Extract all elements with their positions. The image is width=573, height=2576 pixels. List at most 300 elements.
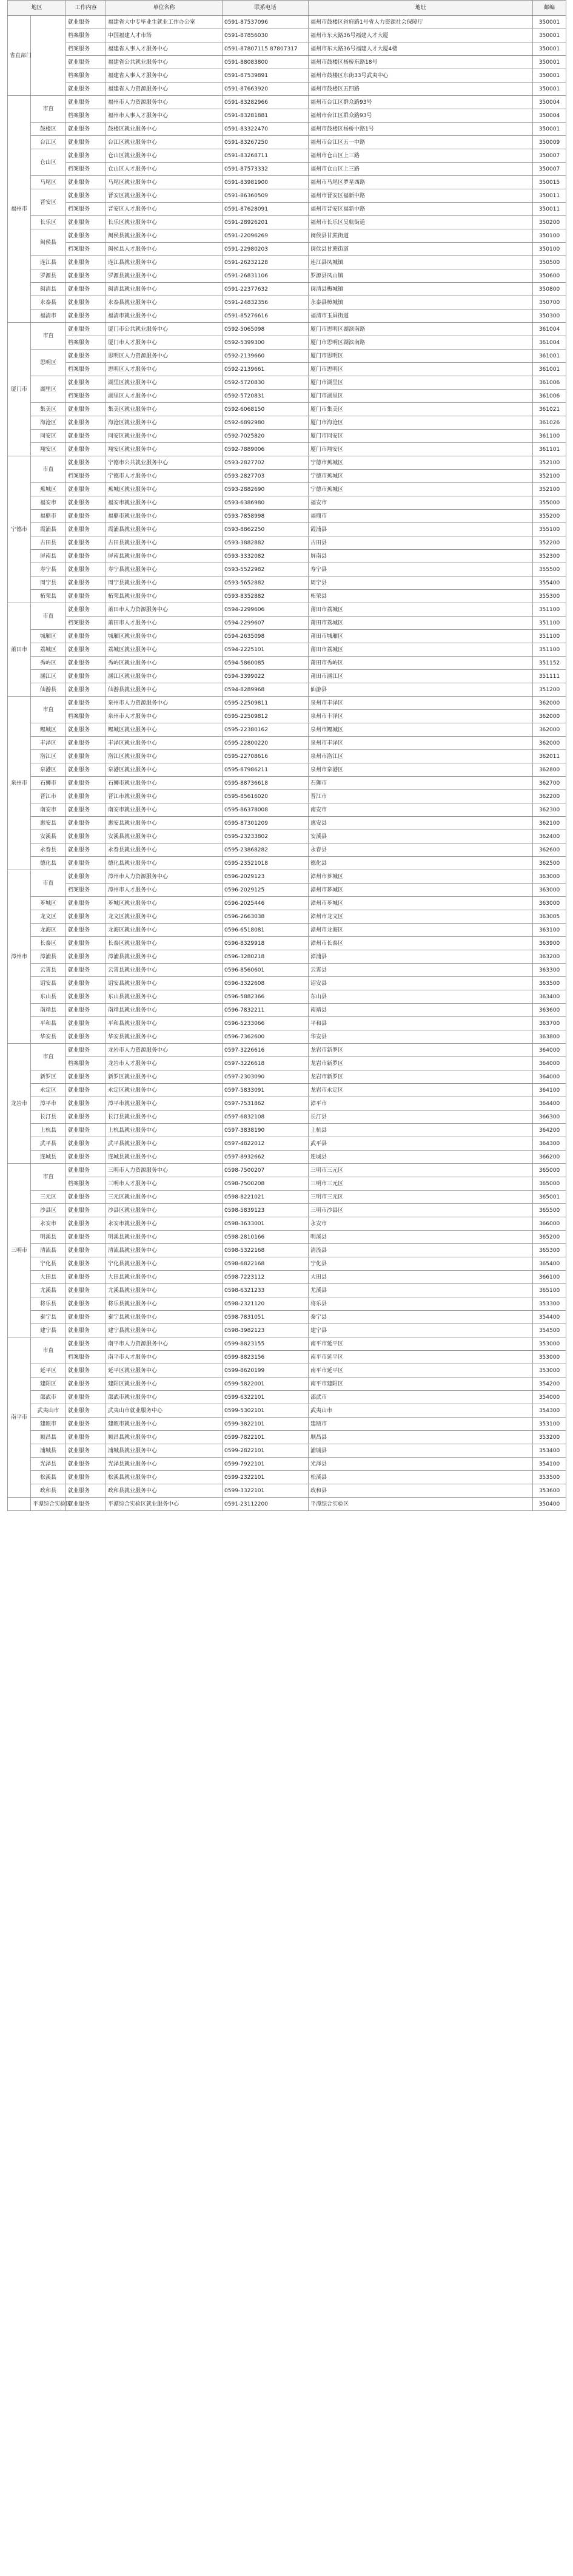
unit-name-cell: 诏安县就业服务中心 <box>106 977 223 990</box>
postcode-cell: 350500 <box>533 256 566 269</box>
work-content-cell: 就业服务 <box>66 483 106 496</box>
table-row <box>8 990 566 1004</box>
postcode-cell: 363700 <box>533 1017 566 1030</box>
area-cell: 宁化县 <box>31 1257 66 1271</box>
postcode-cell: 362600 <box>533 843 566 857</box>
postcode-cell: 355500 <box>533 563 566 576</box>
unit-name-cell: 龙岩市人力资源服务中心 <box>106 1044 223 1057</box>
address-cell: 霞浦县 <box>309 523 533 536</box>
area-cell: 福清市 <box>31 309 66 323</box>
postcode-cell: 350009 <box>533 136 566 149</box>
table-row <box>8 1391 566 1404</box>
header-postcode: 邮编 <box>533 1 566 16</box>
phone-cell: 0591-87856030 <box>223 29 309 42</box>
table-row <box>8 897 566 910</box>
area-cell: 城厢区 <box>31 630 66 643</box>
area-cell: 云霄县 <box>31 964 66 977</box>
work-content-cell: 就业服务 <box>66 1244 106 1257</box>
table-row <box>8 1004 566 1017</box>
table-row <box>8 1284 566 1297</box>
area-cell: 建宁县 <box>31 1324 66 1337</box>
work-content-cell: 就业服务 <box>66 563 106 576</box>
address-cell: 莆田市涵江区 <box>309 670 533 683</box>
phone-cell: 0591-85276616 <box>223 309 309 323</box>
work-content-cell: 就业服务 <box>66 910 106 924</box>
area-cell: 集美区 <box>31 403 66 416</box>
work-content-cell: 就业服务 <box>66 1231 106 1244</box>
unit-name-cell: 闽侯县人才服务中心 <box>106 243 223 256</box>
work-content-cell: 就业服务 <box>66 216 106 229</box>
unit-name-cell: 海沧区就业服务中心 <box>106 416 223 430</box>
phone-cell: 0596-2025446 <box>223 897 309 910</box>
address-cell: 永泰县樟城镇 <box>309 296 533 309</box>
postcode-cell: 352100 <box>533 470 566 483</box>
address-cell: 厦门市同安区 <box>309 430 533 443</box>
unit-name-cell: 浦城县就业服务中心 <box>106 1444 223 1458</box>
work-content-cell: 就业服务 <box>66 937 106 950</box>
postcode-cell: 353000 <box>533 1351 566 1364</box>
area-cell: 明溪县 <box>31 1231 66 1244</box>
address-cell: 泉州市丰泽区 <box>309 697 533 710</box>
unit-name-cell: 思明区人力资源服务中心 <box>106 350 223 363</box>
table-row <box>8 1191 566 1204</box>
phone-cell: 0594-2225101 <box>223 643 309 657</box>
postcode-cell: 350400 <box>533 1498 566 1511</box>
area-cell: 荔城区 <box>31 643 66 657</box>
postcode-cell: 353000 <box>533 1337 566 1351</box>
unit-name-cell: 南平市人力资源服务中心 <box>106 1337 223 1351</box>
postcode-cell: 352300 <box>533 550 566 563</box>
area-cell: 浦城县 <box>31 1444 66 1458</box>
work-content-cell: 档案服务 <box>66 617 106 630</box>
unit-name-cell: 罗源县就业服务中心 <box>106 269 223 283</box>
phone-cell: 0598-5839123 <box>223 1204 309 1217</box>
work-content-cell: 就业服务 <box>66 523 106 536</box>
address-cell: 明溪县 <box>309 1231 533 1244</box>
work-content-cell: 就业服务 <box>66 1137 106 1151</box>
postcode-cell: 361001 <box>533 363 566 376</box>
address-cell: 永安市 <box>309 1217 533 1231</box>
table-row <box>8 1151 566 1164</box>
phone-cell: 0595-23233802 <box>223 830 309 843</box>
phone-cell: 0596-2029125 <box>223 884 309 897</box>
table-row <box>8 1231 566 1244</box>
address-cell: 福州市台江区五一中路 <box>309 136 533 149</box>
table-row <box>8 1111 566 1124</box>
table-row <box>8 283 566 296</box>
area-cell: 建瓯市 <box>31 1418 66 1431</box>
postcode-cell: 363300 <box>533 964 566 977</box>
unit-name-cell: 松溪县就业服务中心 <box>106 1471 223 1484</box>
postcode-cell: 363400 <box>533 990 566 1004</box>
unit-name-cell: 龙岩市人才服务中心 <box>106 1057 223 1070</box>
address-cell: 莆田市荔城区 <box>309 603 533 617</box>
work-content-cell: 就业服务 <box>66 1337 106 1351</box>
table-row <box>8 710 566 723</box>
table-row <box>8 189 566 203</box>
address-cell: 厦门市湖里区 <box>309 376 533 390</box>
phone-cell: 0594-3399022 <box>223 670 309 683</box>
area-cell: 华安县 <box>31 1030 66 1044</box>
table-row <box>8 617 566 630</box>
address-cell: 福鼎市 <box>309 510 533 523</box>
table-row <box>8 670 566 683</box>
unit-name-cell: 平潭综合实验区就业服务中心 <box>106 1498 223 1511</box>
table-row <box>8 336 566 350</box>
phone-cell: 0592-5399300 <box>223 336 309 350</box>
table-row <box>8 1324 566 1337</box>
table-row <box>8 109 566 123</box>
postcode-cell: 350001 <box>533 69 566 83</box>
table-row <box>8 630 566 643</box>
work-content-cell: 就业服务 <box>66 1124 106 1137</box>
postcode-cell: 351111 <box>533 670 566 683</box>
work-content-cell: 档案服务 <box>66 470 106 483</box>
table-row <box>8 603 566 617</box>
postcode-cell: 365000 <box>533 1164 566 1177</box>
table-row <box>8 16 566 29</box>
work-content-cell: 就业服务 <box>66 430 106 443</box>
area-cell: 古田县 <box>31 536 66 550</box>
area-cell: 海沧区 <box>31 416 66 430</box>
unit-name-cell: 长汀县就业服务中心 <box>106 1111 223 1124</box>
work-content-cell: 就业服务 <box>66 136 106 149</box>
unit-name-cell: 周宁县就业服务中心 <box>106 576 223 590</box>
work-content-cell: 就业服务 <box>66 149 106 163</box>
postcode-cell: 350004 <box>533 109 566 123</box>
unit-name-cell: 连城县就业服务中心 <box>106 1151 223 1164</box>
area-cell: 漳浦县 <box>31 950 66 964</box>
postcode-cell: 361100 <box>533 430 566 443</box>
phone-cell: 0591-87628091 <box>223 203 309 216</box>
unit-name-cell: 丰泽区就业服务中心 <box>106 737 223 750</box>
unit-name-cell: 思明区人才服务中心 <box>106 363 223 376</box>
area-cell: 沙县区 <box>31 1204 66 1217</box>
work-content-cell: 就业服务 <box>66 950 106 964</box>
postcode-cell: 363100 <box>533 924 566 937</box>
unit-name-cell: 屏南县就业服务中心 <box>106 550 223 563</box>
work-content-cell: 就业服务 <box>66 1484 106 1498</box>
postcode-cell: 363200 <box>533 950 566 964</box>
work-content-cell: 就业服务 <box>66 1297 106 1311</box>
table-row <box>8 296 566 309</box>
postcode-cell: 361004 <box>533 323 566 336</box>
postcode-cell: 362800 <box>533 763 566 777</box>
work-content-cell: 就业服务 <box>66 1191 106 1204</box>
address-cell: 柘荣县 <box>309 590 533 603</box>
area-cell: 洛江区 <box>31 750 66 763</box>
table-row <box>8 1217 566 1231</box>
table-row <box>8 510 566 523</box>
phone-cell: 0596-3280218 <box>223 950 309 964</box>
unit-name-cell: 同安区就业服务中心 <box>106 430 223 443</box>
postcode-cell: 366300 <box>533 1111 566 1124</box>
postcode-cell: 361006 <box>533 390 566 403</box>
phone-cell: 0592-7025820 <box>223 430 309 443</box>
area-cell: 石狮市 <box>31 777 66 790</box>
work-content-cell: 就业服务 <box>66 536 106 550</box>
work-content-cell: 档案服务 <box>66 884 106 897</box>
unit-name-cell: 延平区就业服务中心 <box>106 1364 223 1378</box>
postcode-cell: 363800 <box>533 1030 566 1044</box>
unit-name-cell: 福建省公共就业服务中心 <box>106 56 223 69</box>
work-content-cell: 就业服务 <box>66 1017 106 1030</box>
work-content-cell: 就业服务 <box>66 790 106 803</box>
address-cell: 周宁县 <box>309 576 533 590</box>
phone-cell: 0591-86360509 <box>223 189 309 203</box>
phone-cell: 0598-7831051 <box>223 1311 309 1324</box>
unit-name-cell: 漳州市人才服务中心 <box>106 884 223 897</box>
table-row <box>8 203 566 216</box>
postcode-cell: 361021 <box>533 403 566 416</box>
unit-name-cell: 福建省人力资源服务中心 <box>106 83 223 96</box>
address-cell: 仙游县 <box>309 683 533 697</box>
unit-name-cell: 平和县就业服务中心 <box>106 1017 223 1030</box>
unit-name-cell: 柘荣县就业服务中心 <box>106 590 223 603</box>
address-cell: 上杭县 <box>309 1124 533 1137</box>
unit-name-cell: 福州市人事人才服务中心 <box>106 109 223 123</box>
unit-name-cell: 翔安区就业服务中心 <box>106 443 223 456</box>
unit-name-cell: 中国福建人才市场 <box>106 29 223 42</box>
work-content-cell: 就业服务 <box>66 737 106 750</box>
postcode-cell: 350004 <box>533 96 566 109</box>
work-content-cell: 档案服务 <box>66 163 106 176</box>
table-row <box>8 1471 566 1484</box>
unit-name-cell: 永春县就业服务中心 <box>106 843 223 857</box>
address-cell: 清流县 <box>309 1244 533 1257</box>
unit-name-cell: 宁德市人才服务中心 <box>106 470 223 483</box>
postcode-cell: 353200 <box>533 1431 566 1444</box>
work-content-cell: 就业服务 <box>66 229 106 243</box>
city-cell: 南平市 <box>8 1337 31 1498</box>
phone-cell: 0591-87663920 <box>223 83 309 96</box>
postcode-cell: 350001 <box>533 42 566 56</box>
postcode-cell: 350001 <box>533 16 566 29</box>
work-content-cell: 就业服务 <box>66 603 106 617</box>
address-cell: 福安市 <box>309 496 533 510</box>
table-row <box>8 884 566 897</box>
phone-cell: 0591-83981900 <box>223 176 309 189</box>
phone-cell: 0599-2822101 <box>223 1444 309 1458</box>
area-cell: 龙海区 <box>31 924 66 937</box>
work-content-cell: 就业服务 <box>66 590 106 603</box>
table-row <box>8 590 566 603</box>
table-row <box>8 830 566 843</box>
area-cell: 永定区 <box>31 1084 66 1097</box>
area-cell: 清流县 <box>31 1244 66 1257</box>
postcode-cell: 350700 <box>533 296 566 309</box>
area-cell: 龙文区 <box>31 910 66 924</box>
unit-name-cell: 长乐区就业服务中心 <box>106 216 223 229</box>
phone-cell: 0595-22380162 <box>223 723 309 737</box>
address-cell: 龙岩市新罗区 <box>309 1057 533 1070</box>
postcode-cell: 364000 <box>533 1070 566 1084</box>
table-row <box>8 96 566 109</box>
work-content-cell: 就业服务 <box>66 123 106 136</box>
address-cell: 泉州市鲤城区 <box>309 723 533 737</box>
city-cell: 龙岩市 <box>8 1044 31 1164</box>
postcode-cell: 350007 <box>533 163 566 176</box>
area-cell: 鼓楼区 <box>31 123 66 136</box>
area-cell: 福鼎市 <box>31 510 66 523</box>
postcode-cell: 350001 <box>533 83 566 96</box>
phone-cell: 0591-87539891 <box>223 69 309 83</box>
postcode-cell: 350200 <box>533 216 566 229</box>
postcode-cell: 364300 <box>533 1137 566 1151</box>
unit-name-cell: 宁化县就业服务中心 <box>106 1257 223 1271</box>
area-cell: 寿宁县 <box>31 563 66 576</box>
phone-cell: 0597-4822012 <box>223 1137 309 1151</box>
address-cell: 光泽县 <box>309 1458 533 1471</box>
unit-name-cell: 霞浦县就业服务中心 <box>106 523 223 536</box>
unit-name-cell: 三明市人才服务中心 <box>106 1177 223 1191</box>
unit-name-cell: 明溪县就业服务中心 <box>106 1231 223 1244</box>
table-row <box>8 496 566 510</box>
work-content-cell: 就业服务 <box>66 1111 106 1124</box>
area-cell: 泰宁县 <box>31 1311 66 1324</box>
unit-name-cell: 闽清县就业服务中心 <box>106 283 223 296</box>
work-content-cell: 就业服务 <box>66 1404 106 1418</box>
work-content-cell: 就业服务 <box>66 977 106 990</box>
postcode-cell: 354200 <box>533 1378 566 1391</box>
work-content-cell: 就业服务 <box>66 870 106 884</box>
postcode-cell: 364100 <box>533 1084 566 1097</box>
address-cell: 连江县凤城镇 <box>309 256 533 269</box>
work-content-cell: 就业服务 <box>66 697 106 710</box>
postcode-cell: 355200 <box>533 510 566 523</box>
table-row <box>8 1458 566 1471</box>
unit-name-cell: 尤溪县就业服务中心 <box>106 1284 223 1297</box>
unit-name-cell: 泉州市人才服务中心 <box>106 710 223 723</box>
table-row <box>8 1311 566 1324</box>
unit-name-cell: 泉港区就业服务中心 <box>106 763 223 777</box>
work-content-cell: 档案服务 <box>66 390 106 403</box>
area-cell: 仙游县 <box>31 683 66 697</box>
address-cell: 浦城县 <box>309 1444 533 1458</box>
phone-cell: 0599-5302101 <box>223 1404 309 1418</box>
work-content-cell: 就业服务 <box>66 750 106 763</box>
postcode-cell: 362000 <box>533 697 566 710</box>
phone-cell: 0592-6068150 <box>223 403 309 416</box>
work-content-cell: 就业服务 <box>66 1204 106 1217</box>
table-row <box>8 430 566 443</box>
table-row <box>8 1044 566 1057</box>
area-cell: 平潭综合实验区 <box>31 1498 66 1511</box>
unit-name-cell: 三明市人力资源服务中心 <box>106 1164 223 1177</box>
area-cell: 市直 <box>31 697 66 723</box>
address-cell: 政和县 <box>309 1484 533 1498</box>
header-unit-name: 单位名称 <box>106 1 223 16</box>
phone-cell: 0594-2635098 <box>223 630 309 643</box>
phone-cell: 0593-8862250 <box>223 523 309 536</box>
address-cell: 泉州市洛江区 <box>309 750 533 763</box>
unit-name-cell: 福鼎市就业服务中心 <box>106 510 223 523</box>
postcode-cell: 353300 <box>533 1297 566 1311</box>
unit-name-cell: 惠安县就业服务中心 <box>106 817 223 830</box>
postcode-cell: 362000 <box>533 723 566 737</box>
postcode-cell: 350015 <box>533 176 566 189</box>
table-row <box>8 523 566 536</box>
postcode-cell: 350011 <box>533 189 566 203</box>
area-cell: 罗源县 <box>31 269 66 283</box>
area-cell: 丰泽区 <box>31 737 66 750</box>
phone-cell: 0595-86378008 <box>223 803 309 817</box>
phone-cell: 0591-23112200 <box>223 1498 309 1511</box>
work-content-cell: 就业服务 <box>66 1391 106 1404</box>
table-row <box>8 1177 566 1191</box>
phone-cell: 0591-83267250 <box>223 136 309 149</box>
area-cell: 德化县 <box>31 857 66 870</box>
area-cell: 市直 <box>31 870 66 897</box>
address-cell: 三明市三元区 <box>309 1177 533 1191</box>
work-content-cell: 就业服务 <box>66 843 106 857</box>
area-cell: 晋安区 <box>31 189 66 216</box>
table-row <box>8 149 566 163</box>
phone-cell: 0599-8620199 <box>223 1364 309 1378</box>
unit-name-cell: 马尾区就业服务中心 <box>106 176 223 189</box>
area-cell: 安溪县 <box>31 830 66 843</box>
address-cell: 漳州市龙文区 <box>309 910 533 924</box>
area-cell: 长汀县 <box>31 1111 66 1124</box>
unit-name-cell: 晋安区就业服务中心 <box>106 189 223 203</box>
phone-cell: 0598-3982123 <box>223 1324 309 1337</box>
area-cell: 市直 <box>31 323 66 350</box>
phone-cell: 0599-2322101 <box>223 1471 309 1484</box>
address-cell: 泉州市丰泽区 <box>309 737 533 750</box>
area-cell: 闽清县 <box>31 283 66 296</box>
address-cell: 古田县 <box>309 536 533 550</box>
postcode-cell: 363000 <box>533 870 566 884</box>
phone-cell: 0591-24832356 <box>223 296 309 309</box>
unit-name-cell: 永定区就业服务中心 <box>106 1084 223 1097</box>
postcode-cell: 354500 <box>533 1324 566 1337</box>
unit-name-cell: 上杭县就业服务中心 <box>106 1124 223 1137</box>
address-cell: 漳平市 <box>309 1097 533 1111</box>
phone-cell: 0597-3226616 <box>223 1044 309 1057</box>
unit-name-cell: 清流县就业服务中心 <box>106 1244 223 1257</box>
address-cell: 漳州市芗城区 <box>309 870 533 884</box>
table-row <box>8 1404 566 1418</box>
table-row <box>8 924 566 937</box>
unit-name-cell: 沙县区就业服务中心 <box>106 1204 223 1217</box>
table-row <box>8 697 566 710</box>
address-cell: 永春县 <box>309 843 533 857</box>
address-cell: 泉州市泉港区 <box>309 763 533 777</box>
work-content-cell: 档案服务 <box>66 243 106 256</box>
city-cell: 漳州市 <box>8 870 31 1044</box>
table-row <box>8 790 566 803</box>
phone-cell: 0593-7858998 <box>223 510 309 523</box>
postcode-cell: 363000 <box>533 884 566 897</box>
area-cell: 武夷山市 <box>31 1404 66 1418</box>
table-row <box>8 1418 566 1431</box>
work-content-cell: 就业服务 <box>66 924 106 937</box>
address-cell: 福州市长乐区吴航街道 <box>309 216 533 229</box>
table-row <box>8 470 566 483</box>
work-content-cell: 就业服务 <box>66 803 106 817</box>
work-content-cell: 就业服务 <box>66 1431 106 1444</box>
phone-cell: 0598-3633001 <box>223 1217 309 1231</box>
unit-name-cell: 古田县就业服务中心 <box>106 536 223 550</box>
phone-cell: 0591-22377632 <box>223 283 309 296</box>
postcode-cell: 365100 <box>533 1284 566 1297</box>
postcode-cell: 362500 <box>533 857 566 870</box>
unit-name-cell: 永安市就业服务中心 <box>106 1217 223 1231</box>
phone-cell: 0591-87807115 87807317 <box>223 42 309 56</box>
area-cell: 马尾区 <box>31 176 66 189</box>
unit-name-cell: 漳浦县就业服务中心 <box>106 950 223 964</box>
table-row <box>8 910 566 924</box>
